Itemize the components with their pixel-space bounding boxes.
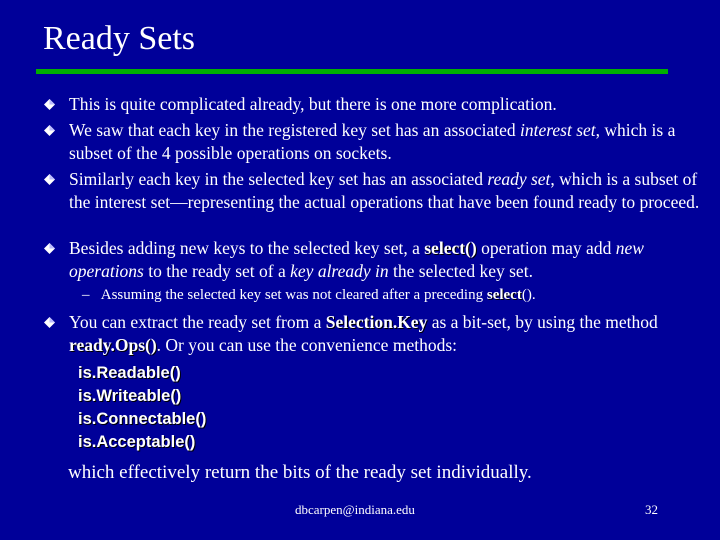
bullet-5: [69, 311, 709, 357]
diamond-bullet-icon: [44, 125, 55, 136]
bullet-4-text: Besides adding new keys to the selected key set, a: [69, 238, 425, 258]
diamond-bullet-icon: [44, 99, 55, 110]
footer-email: dbcarpen@indiana.edu: [295, 502, 415, 517]
sub-bullet-text: Assuming the selected key set was not cleared after a preceding: [100, 287, 487, 303]
bullet-5-text-end: . Or you can use the convenience methods:: [156, 335, 457, 355]
bullet-2-text: We saw that each key in the registered key set has an associated: [69, 120, 520, 140]
sub-bullet-code: select: [486, 287, 522, 303]
bullet-3-text: Similarly each key in the selected key set has an associated: [69, 169, 488, 189]
bullet-3-emphasis: ready set: [487, 169, 551, 189]
method-is-readable: is.Readable(): [78, 364, 181, 382]
method-is-connectable: is.Connectable(): [78, 410, 207, 428]
sub-bullet-text-end: ().: [521, 287, 536, 303]
closing-text: which effectively return the bits of the ready set individually.: [68, 462, 532, 483]
bullet-5-text: You can extract the ready set from a: [69, 312, 326, 332]
bullet-2-text-end: , which is a subset of the 4 possible operations on sockets.: [69, 120, 676, 163]
page-number: 32: [645, 502, 658, 517]
diamond-bullet-icon: [44, 243, 55, 254]
title-underline: [36, 69, 668, 74]
method-is-acceptable: is.Acceptable(): [78, 433, 196, 451]
bullet-4: [69, 237, 709, 283]
bullet-4-emphasis-2: key already in: [290, 261, 389, 281]
sub-bullet-dash: –: [82, 287, 90, 303]
diamond-bullet-icon: [44, 317, 55, 328]
bullet-5-code-1: Selection.Key: [325, 312, 428, 332]
bullet-4-text-end: the selected key set.: [388, 261, 533, 281]
method-is-writeable: is.Writeable(): [78, 387, 182, 405]
bullet-4-emphasis-1: new operations: [69, 238, 644, 281]
bullet-3: [69, 168, 709, 214]
bullet-5-text-mid: as a bit-set, by using the method: [427, 312, 658, 332]
slide-title: Ready Sets: [43, 20, 196, 57]
bullet-1: [69, 93, 709, 116]
bullet-2: [69, 119, 709, 165]
sub-bullet: [82, 285, 536, 305]
bullet-2-emphasis: interest set: [519, 120, 596, 140]
bullet-5-code-2: ready.Ops(): [69, 335, 157, 355]
bullet-1-text: This is quite complicated already, but there is one more complication.: [69, 94, 557, 114]
bullet-4-text-mid2: to the ready set of a: [143, 261, 291, 281]
bullet-3-text-end: , which is a subset of the interest set—representing the actual operations that have been found ready to proceed.: [69, 169, 700, 212]
bullet-4-text-mid: operation may add: [476, 238, 616, 258]
diamond-bullet-icon: [44, 174, 55, 185]
bullet-4-code: select(): [424, 238, 477, 258]
